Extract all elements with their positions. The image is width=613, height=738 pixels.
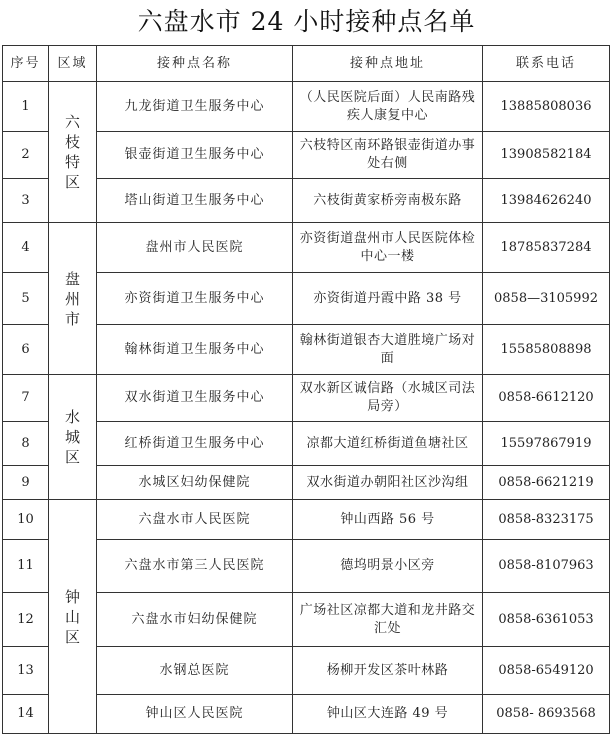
- site-address: 亦资街道盘州市人民医院体检中心一楼: [293, 223, 483, 273]
- site-phone: 0858-6612120: [483, 375, 610, 422]
- row-no: 7: [3, 375, 49, 422]
- row-no: 3: [3, 179, 49, 223]
- header-address: 接种点地址: [293, 46, 483, 82]
- row-no: 6: [3, 325, 49, 375]
- row-no: 11: [3, 540, 49, 593]
- district-char: 市: [64, 309, 80, 328]
- district-char: 钟: [64, 587, 80, 606]
- table-row: [3, 375, 610, 422]
- table-row: [3, 223, 610, 273]
- site-phone: 0858-6621219: [483, 466, 610, 500]
- row-no: 5: [3, 273, 49, 325]
- site-address: 凉都大道红桥街道鱼塘社区: [293, 422, 483, 466]
- header-no: 序号: [3, 46, 49, 82]
- table-row: [3, 500, 610, 540]
- district-char: 六: [64, 113, 80, 131]
- site-name: 亦资街道卫生服务中心: [97, 273, 293, 325]
- site-address: 钟山西路 56 号: [293, 500, 483, 540]
- district-char: 城: [64, 428, 80, 446]
- site-name: 六盘水市人民医院: [97, 500, 293, 540]
- district-cell: [49, 82, 97, 223]
- district-char: 区: [64, 173, 80, 191]
- district-char: 枝: [64, 133, 80, 151]
- site-phone: 0858—3105992: [483, 273, 610, 325]
- row-no: 8: [3, 422, 49, 466]
- site-phone: 0858-6549120: [483, 647, 610, 695]
- site-address: 六枝街黄家桥旁南极东路: [293, 179, 483, 223]
- row-no: 12: [3, 593, 49, 647]
- site-address: 德坞明景小区旁: [293, 540, 483, 593]
- site-name: 翰林街道卫生服务中心: [97, 325, 293, 375]
- header-name: 接种点名称: [97, 46, 293, 82]
- row-no: 2: [3, 132, 49, 179]
- header-phone: 联系电话: [483, 46, 610, 82]
- site-phone: 18785837284: [483, 223, 610, 273]
- site-name: 钟山区人民医院: [97, 695, 293, 734]
- site-phone: 0858-6361053: [483, 593, 610, 647]
- site-address: 钟山区大连路 49 号: [293, 695, 483, 734]
- site-address: 广场社区凉都大道和龙井路交汇处: [293, 593, 483, 647]
- row-no: 13: [3, 647, 49, 695]
- row-no: 4: [3, 223, 49, 273]
- site-address: 翰林街道银杏大道胜境广场对面: [293, 325, 483, 375]
- site-phone: 0858-8107963: [483, 540, 610, 593]
- site-phone: 13885808036: [483, 82, 610, 132]
- district-char: 州: [64, 289, 80, 308]
- row-no: 9: [3, 466, 49, 500]
- district-cell: [49, 223, 97, 375]
- table-row: [3, 82, 610, 132]
- site-phone: 0858- 8693568: [483, 695, 610, 734]
- district-char: 区: [64, 627, 80, 646]
- site-address: 六枝特区南环路银壶街道办事处右侧: [293, 132, 483, 179]
- site-address: 双水街道办朝阳社区沙沟组: [293, 466, 483, 500]
- site-name: 双水街道卫生服务中心: [97, 375, 293, 422]
- site-phone: 13984626240: [483, 179, 610, 223]
- site-name: 水城区妇幼保健院: [97, 466, 293, 500]
- district-char: 水: [64, 408, 80, 426]
- site-phone: 13908582184: [483, 132, 610, 179]
- header-district: 区域: [49, 46, 97, 82]
- site-address: （人民医院后面）人民南路残疾人康复中心: [293, 82, 483, 132]
- site-name: 水钢总医院: [97, 647, 293, 695]
- page-title: 六盘水市 24 小时接种点名单: [137, 7, 476, 36]
- row-no: 1: [3, 82, 49, 132]
- row-no: 10: [3, 500, 49, 540]
- site-name: 六盘水市第三人民医院: [97, 540, 293, 593]
- district-char: 盘: [64, 269, 80, 288]
- site-address: 亦资街道丹霞中路 38 号: [293, 273, 483, 325]
- site-name: 红桥街道卫生服务中心: [97, 422, 293, 466]
- site-name: 九龙街道卫生服务中心: [97, 82, 293, 132]
- site-name: 六盘水市妇幼保健院: [97, 593, 293, 647]
- site-phone: 15597867919: [483, 422, 610, 466]
- table-header-row: [3, 46, 610, 82]
- district-char: 区: [64, 448, 80, 466]
- district-cell: [49, 500, 97, 734]
- district-cell: [49, 375, 97, 500]
- district-char: 特: [64, 153, 80, 171]
- row-no: 14: [3, 695, 49, 734]
- site-address: 杨柳开发区茶叶林路: [293, 647, 483, 695]
- site-address: 双水新区诚信路（水城区司法局旁）: [293, 375, 483, 422]
- site-phone: 15585808898: [483, 325, 610, 375]
- site-name: 银壶街道卫生服务中心: [97, 132, 293, 179]
- site-phone: 0858-8323175: [483, 500, 610, 540]
- vaccination-site-table: [2, 45, 610, 734]
- site-name: 塔山街道卫生服务中心: [97, 179, 293, 223]
- site-name: 盘州市人民医院: [97, 223, 293, 273]
- district-char: 山: [64, 607, 80, 626]
